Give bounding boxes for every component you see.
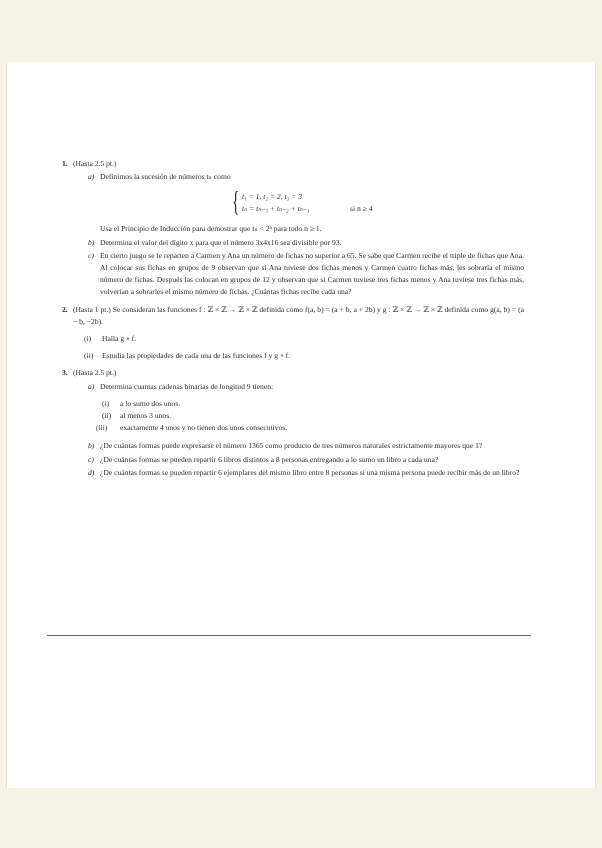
question-2 [62,304,524,363]
subquestion-text: ¿De cuántas formas se pueden repartir 6 ejemplares del mismo libro entre 8 personas si una misma persona puede recibir más de un libro? [100,467,520,477]
item-label: (i) [102,398,110,408]
horizontal-rule [47,635,531,636]
item-text: Estudia las propiedades de cada una de las funciones f y g ∘ f. [102,351,291,361]
left-brace: { [232,187,240,219]
question-number: 2. [62,304,68,314]
item-label: (ii) [102,411,112,421]
item-iii [96,422,524,434]
question-header: (Hasta 2.5 pt.) [73,368,117,378]
item-i [84,333,524,345]
subquestion-label: a) [88,172,95,182]
question-number: 1. [62,159,68,168]
subquestion-label: d) [88,467,95,477]
system-line-1: t₁ = 1, t₂ = 2, t₃ = 3 [242,192,302,202]
subquestion-label: a) [88,381,95,391]
subquestion-label: b) [88,441,95,451]
recurrence-system [232,189,524,217]
question-header: (Hasta 1 pt.) Se consideran las funciones f : ℤ × ℤ → ℤ × ℤ definida como f(a, b) = (a + b, a + 2b) y g : ℤ × ℤ → ℤ × ℤ definida como g(a, b) = (a − b, −2b). [73,304,524,326]
item-label: (i) [84,334,92,344]
subquestion-text: Determina cuantas cadenas binarias de longitud 9 tienen: [100,381,274,391]
question-1 [62,158,524,299]
subquestion-text: Definimos la sucesión de números tₙ como [100,172,231,182]
item-ii [84,350,524,362]
induction-statement: Usa el Principio de Inducción para demostrar que tₙ < 2ⁿ para todo n ≥ 1. [100,224,322,234]
subquestion-text: En cierto juego se le reparten a Carmen y Ana un número de fichas no superior a 65. Se sabe que Carmen recibe el triple de fichas que Ana. Al colocar sus fichas en grupos de 9 observan que si Ana tuviese dos fichas menos y Carmen cuatro fichas más, les sobraría el mismo número de fichas. Después las colocan en grupos de 12 y observan que si Carmen tuviese tres fichas menos y Ana tuviese tres fichas más, volverían a sobrarles el mismo número de fichas. ¿Cuántas fichas recibe cada una? [100,250,524,297]
subquestion-b [88,440,524,452]
subquestion-c [88,454,524,466]
item-label: (ii) [84,351,94,361]
subquestion-b [88,237,524,249]
document-page [6,62,596,788]
subquestion-d [88,467,524,479]
item-text: al menos 3 unos. [120,411,172,421]
subquestion-text: ¿De cuántas formas puede expresarse el número 1365 como producto de tres números naturales estrictamente mayores que 1? [100,441,483,451]
subquestion-label: b) [88,237,95,247]
question-3 [62,367,524,479]
item-text: exactamente 4 unos y no tienen dos unos consecutivos. [120,423,288,433]
item-i [102,398,524,410]
subquestion-text: Determina el valor del dígito x para que el número 3x4x16 sea divisible por 93. [100,237,342,247]
exam-content [62,158,524,479]
item-text: a lo sumo dos unos. [120,398,181,408]
subquestion-label: c) [88,454,94,464]
item-label: (iii) [96,423,108,433]
subquestion-text: ¿De cuántas formas se pueden repartir 6 libros distintos a 8 personas entregando a lo sumo un libro a cada una? [100,454,439,464]
question-number: 3. [62,368,68,378]
subquestion-c [88,250,524,299]
subquestion-label: c) [88,250,94,260]
question-header: (Hasta 2.5 pt.) [73,159,117,168]
subquestion-a [88,381,524,393]
item-text: Halla g ∘ f. [102,334,137,344]
item-ii [102,410,524,422]
system-condition: si n ≥ 4 [350,204,373,214]
system-line-2: tₙ = tₙ₋₃ + tₙ₋₂ + tₙ₋₁ [242,204,310,214]
subquestion-a [88,171,524,183]
